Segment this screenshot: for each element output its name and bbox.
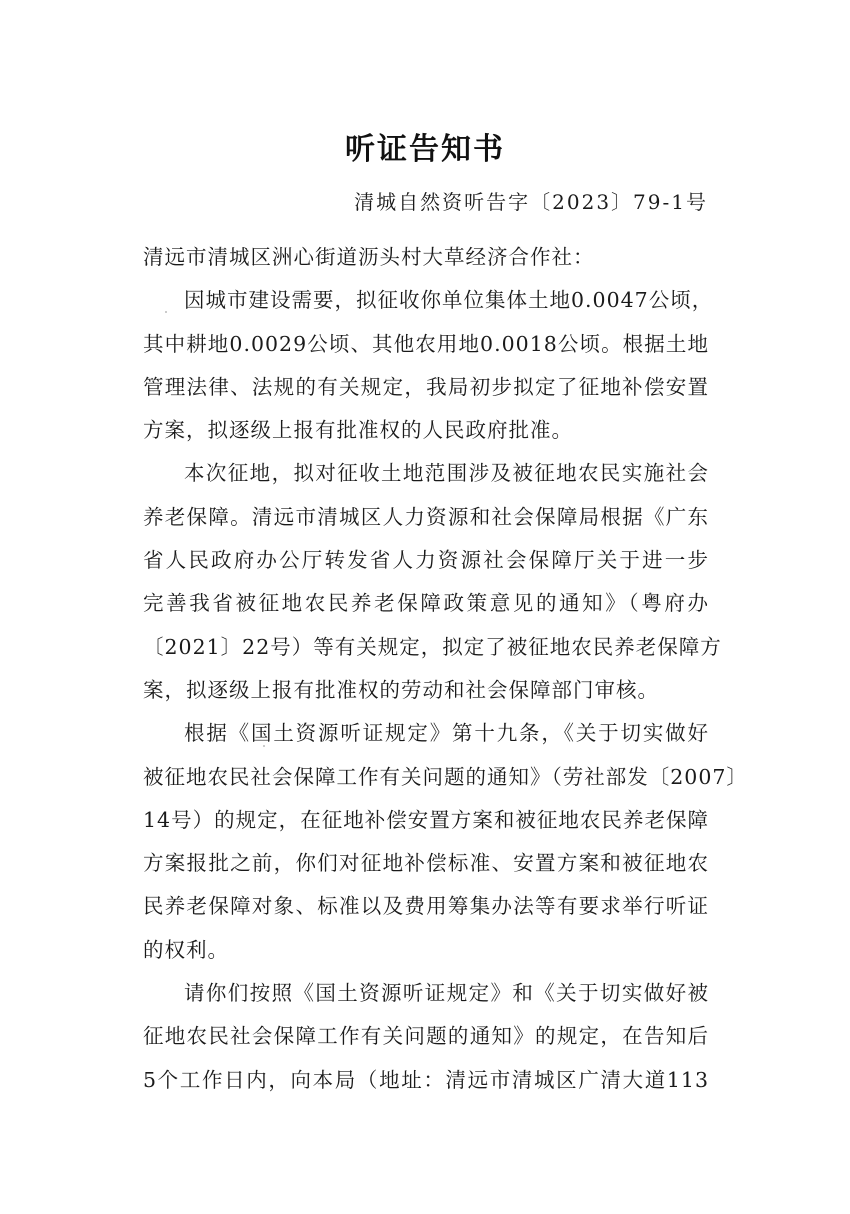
paragraph-3 bbox=[143, 712, 748, 972]
paragraph-line: 省人民政府办公厅转发省人力资源社会保障厅关于进一步 bbox=[143, 548, 709, 573]
paragraph-line: 案，拟逐级上报有批准权的劳动和社会保障部门审核。 bbox=[143, 677, 659, 702]
paragraph-line: 根据《国土资源听证规定》第十九条，《关于切实做好 bbox=[184, 721, 709, 746]
scan-speck bbox=[263, 745, 265, 747]
addressee: 清远市清城区洲心街道沥头村大草经济合作社： bbox=[143, 245, 595, 269]
paragraph-line: 被征地农民社会保障工作有关问题的通知》（劳社部发〔2007〕 bbox=[143, 764, 748, 789]
paragraph-line: 〔2021〕22号）等有关规定，拟定了被征地农民养老保障方 bbox=[143, 634, 722, 659]
paragraph-line: 完善我省被征地农民养老保障政策意见的通知》（粤府办 bbox=[143, 591, 709, 616]
paragraph-line: 5个工作日内，向本局（地址：清远市清城区广清大道113 bbox=[143, 1067, 709, 1092]
scan-speck bbox=[165, 311, 167, 313]
paragraph-2 bbox=[143, 452, 722, 712]
paragraph-line: 本次征地，拟对征收土地范围涉及被征地农民实施社会 bbox=[184, 461, 709, 486]
paragraph-line: 其中耕地0.0029公顷、其他农用地0.0018公顷。根据土地 bbox=[143, 331, 709, 356]
paragraph-line: 民养老保障对象、标准以及费用筹集办法等有要求举行听证 bbox=[143, 894, 709, 919]
paragraph-line: 征地农民社会保障工作有关问题的通知》的规定，在告知后 bbox=[143, 1024, 709, 1049]
paragraph-4 bbox=[143, 972, 709, 1102]
paragraph-line: 14号）的规定，在征地补偿安置方案和被征地农民养老保障 bbox=[143, 807, 709, 832]
document-title: 听证告知书 bbox=[345, 132, 505, 167]
paragraph-line: 养老保障。清远市清城区人力资源和社会保障局根据《广东 bbox=[143, 504, 709, 529]
paragraph-line: 管理法律、法规的有关规定，我局初步拟定了征地补偿安置 bbox=[143, 374, 709, 399]
paragraph-line: 方案，拟逐级上报有批准权的人民政府批准。 bbox=[143, 418, 573, 443]
paragraph-line: 的权利。 bbox=[143, 937, 229, 962]
paragraph-1 bbox=[143, 279, 714, 452]
paragraph-line: 因城市建设需要，拟征收你单位集体土地0.0047公顷， bbox=[184, 288, 714, 313]
document-number: 清城自然资听告字〔2023〕79-1号 bbox=[354, 190, 708, 214]
paragraph-line: 请你们按照《国土资源听证规定》和《关于切实做好被 bbox=[184, 981, 709, 1006]
paragraph-line: 方案报批之前，你们对征地补偿标准、安置方案和被征地农 bbox=[143, 851, 709, 876]
document-body bbox=[143, 236, 748, 1102]
